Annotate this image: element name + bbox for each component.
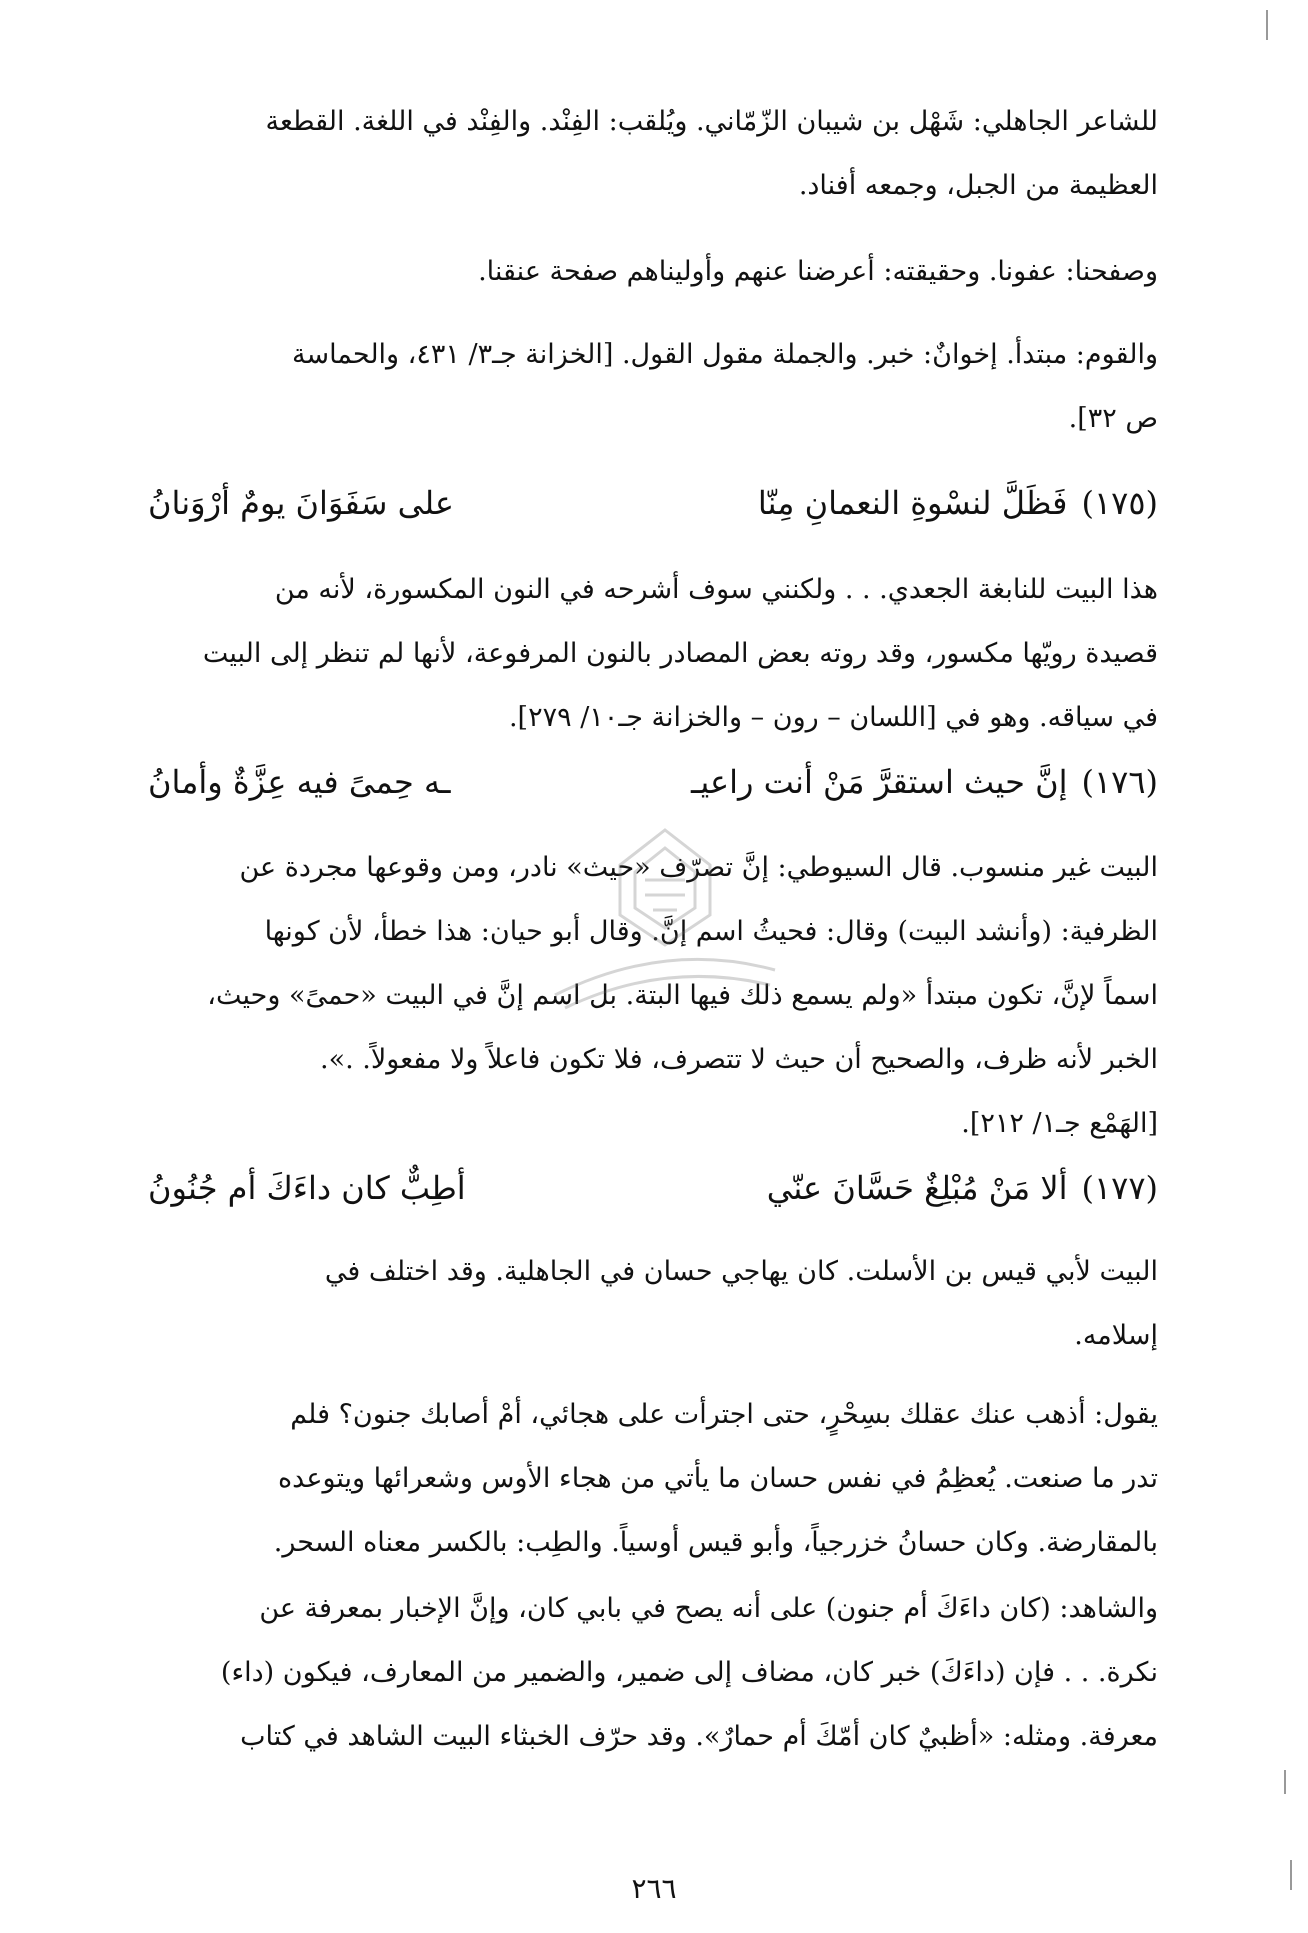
verse-175 — [148, 473, 1158, 533]
text-line: البيت غير منسوب. قال السيوطي: إنَّ تصرّف «حيث» نادر، ومن وقوعها مجردة عن — [239, 852, 1158, 883]
scan-edge-mark — [1290, 1860, 1292, 1890]
text-line: ص ٣٢]. — [1068, 403, 1158, 434]
paragraph-verse-175-commentary — [148, 558, 1158, 750]
text-line: نكرة. . . فإن (داءَكَ) خبر كان، مضاف إلى ضمير، والضمير من المعارف، فيكون (داء) — [220, 1657, 1158, 1688]
text-line: [الهَمْع جـ١/ ٢١٢]. — [961, 1108, 1158, 1139]
scan-edge-mark — [1266, 10, 1268, 40]
text-line: الظرفية: (وأنشد البيت) وقال: فحيثُ اسم إنَّ. وقال أبو حيان: هذا خطأ، لأن كونها — [264, 916, 1158, 947]
paragraph-verse-177-meaning — [148, 1383, 1158, 1575]
page-number: ٢٦٦ — [631, 1872, 677, 1905]
text-line: وصفحنا: عفونا. وحقيقته: أعرضنا عنهم وأوليناهم صفحة عنقنا. — [478, 256, 1158, 287]
text-line: بالمقارضة. وكان حسانُ خزرجياً، وأبو قيس أوسياً. والطِب: بالكسر معناه السحر. — [273, 1527, 1158, 1558]
verse-first-hemistich: ألا مَنْ مُبْلِغٌ حَسَّانَ عنّي — [766, 1169, 1068, 1207]
verse-first-hemistich: إنَّ حيث استقرَّ مَنْ أنت راعيـ — [690, 763, 1068, 801]
text-line: اسماً لإنَّ، تكون مبتدأ «ولم يسمع ذلك فيها البتة. بل اسم إنَّ في البيت «حمىً» وحيث، — [207, 980, 1158, 1011]
verse-second-hemistich: ـه حِمىً فيه عِزَّةٌ وأمانُ — [148, 763, 451, 801]
text-line: الخبر لأنه ظرف، والصحيح أن حيث لا تتصرف، فلا تكون فاعلاً ولا مفعولاً. .». — [320, 1044, 1158, 1075]
verse-first-hemistich: فَظَلَّ لنسْوةِ النعمانِ مِنّا — [757, 484, 1068, 522]
text-line: تدر ما صنعت. يُعظِمُ في نفس حسان ما يأتي من هجاء الأوس وشعرائها ويتوعده — [278, 1463, 1158, 1494]
text-line: إسلامه. — [1074, 1320, 1158, 1351]
text-line: والقوم: مبتدأ. إخوانٌ: خبر. والجملة مقول القول. [الخزانة جـ٣/ ٤٣١، والحماسة — [291, 339, 1158, 370]
paragraph-al-qawm — [148, 323, 1158, 451]
scan-edge-mark — [1284, 1770, 1286, 1794]
text-line: البيت لأبي قيس بن الأسلت. كان يهاجي حسان في الجاهلية. وقد اختلف في — [324, 1256, 1158, 1287]
verse-176 — [148, 752, 1158, 812]
text-line: في سياقه. وهو في [اللسان – رون – والخزانة جـ١٠/ ٢٧٩]. — [508, 702, 1158, 733]
paragraph-verse-177-attribution — [148, 1240, 1158, 1368]
verse-second-hemistich: على سَفَوَانَ يومٌ أرْوَنانُ — [148, 484, 454, 522]
text-line: يقول: أذهب عنك عقلك بسِحْرٍ، حتى اجترأت على هجائي، أمْ أصابك جنون؟ فلم — [290, 1399, 1158, 1430]
library-watermark-stamp — [535, 820, 795, 1020]
paragraph-safahna — [148, 240, 1158, 304]
text-line: معرفة. ومثله: «أظبيٌ كان أمّكَ أم حمارٌ». وقد حرّف الخبثاء البيت الشاهد في كتاب — [240, 1721, 1158, 1752]
verse-second-hemistich: أطِبٌّ كان داءَكَ أم جُنُونُ — [148, 1169, 466, 1207]
verse-number: (١٧٦) — [1081, 763, 1158, 801]
paragraph-poet-intro — [148, 90, 1158, 218]
text-line: والشاهد: (كان داءَكَ أم جنون) على أنه يصح في بابي كان، وإنَّ الإخبار بمعرفة عن — [259, 1593, 1158, 1624]
text-line: العظيمة من الجبل، وجمعه أفناد. — [798, 170, 1158, 201]
text-line: قصيدة رويّها مكسور، وقد روته بعض المصادر بالنون المرفوعة، لأنها لم تنظر إلى البيت — [202, 638, 1158, 669]
text-line: للشاعر الجاهلي: شَهْل بن شيبان الزّمّاني. ويُلقب: الفِنْد. والفِنْد في اللغة. القطعة — [265, 106, 1158, 137]
text-line: هذا البيت للنابغة الجعدي. . . ولكنني سوف أشرحه في النون المكسورة، لأنه من — [274, 574, 1158, 605]
paragraph-verse-177-evidence — [148, 1577, 1158, 1769]
verse-177 — [148, 1158, 1158, 1218]
verse-number: (١٧٥) — [1081, 484, 1158, 522]
verse-number: (١٧٧) — [1081, 1169, 1158, 1207]
